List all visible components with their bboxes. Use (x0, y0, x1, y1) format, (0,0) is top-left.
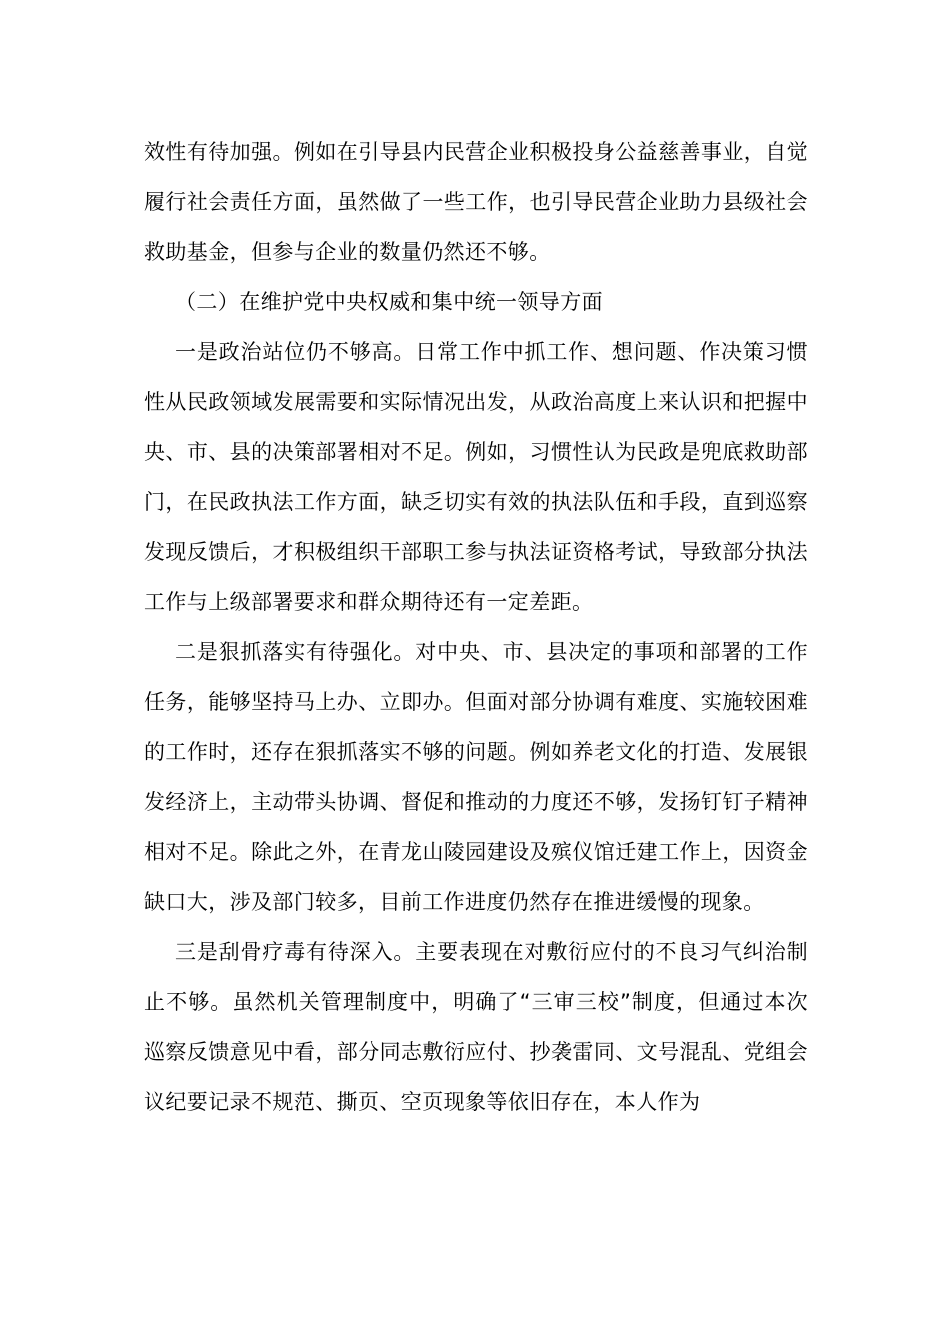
section-heading: （二）在维护党中央权威和集中统一领导方面 (175, 290, 603, 314)
paragraph-point-one: 一是政治站位仍不够高。日常工作中抓工作、想问题、作决策习惯性从民政领域发展需要和实际情况出发，从政治高度上来认识和把握中央、市、县的决策部署相对不足。例如，习惯性认为民政是兜底救助部门，在民政执法工作方面，缺乏切实有效的执法队伍和手段，直到巡察发现反馈后，才积极组织干部职工参与执法证资格考试，导致部分执法工作与上级部署要求和群众期待还有一定差距。 (144, 340, 808, 614)
document-body (144, 127, 808, 1127)
paragraph-continued: 效性有待加强。例如在引导县内民营企业积极投身公益慈善事业，自觉履行社会责任方面，虽然做了一些工作，也引导民营企业助力县级社会救助基金，但参与企业的数量仍然还不够。 (144, 140, 808, 264)
paragraph-point-two: 二是狠抓落实有待强化。对中央、市、县决定的事项和部署的工作任务，能够坚持马上办、立即办。但面对部分协调有难度、实施较困难的工作时，还存在狠抓落实不够的问题。例如养老文化的打造、发展银发经济上，主动带头协调、督促和推动的力度还不够，发扬钉钉子精神相对不足。除此之外，在青龙山陵园建设及殡仪馆迁建工作上，因资金缺口大，涉及部门较多，目前工作进度仍然存在推进缓慢的现象。 (144, 640, 808, 914)
paragraph-point-three: 三是刮骨疗毒有待深入。主要表现在对敷衍应付的不良习气纠治制止不够。虽然机关管理制度中，明确了“三审三校”制度，但通过本次巡察反馈意见中看，部分同志敷衍应付、抄袭雷同、文号混乱、党组会议纪要记录不规范、撕页、空页现象等依旧存在，本人作为 (144, 940, 808, 1114)
